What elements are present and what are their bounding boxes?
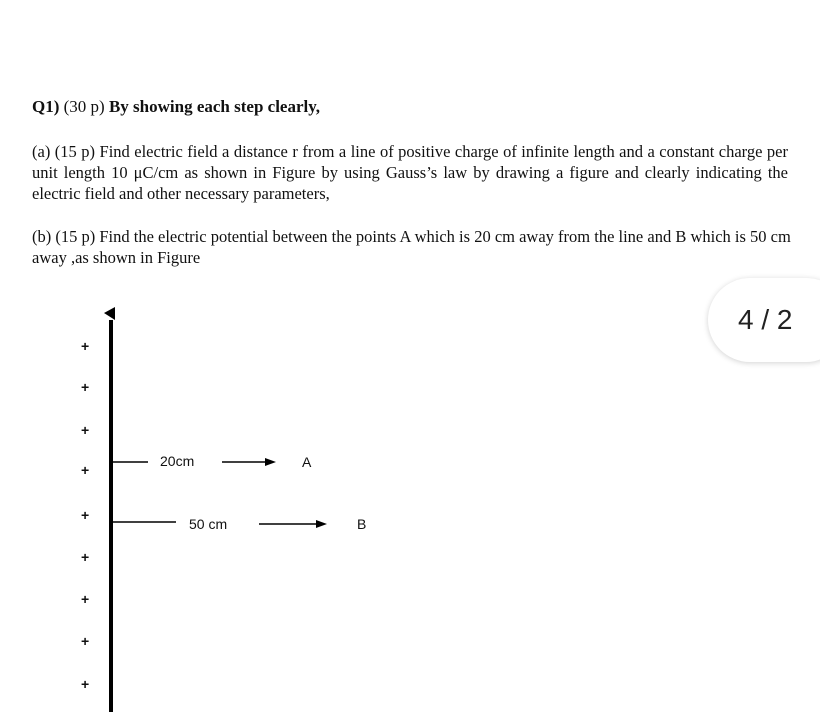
arrowhead-a — [265, 458, 276, 466]
plus-sign-3: + — [81, 422, 90, 438]
question-instruction: By showing each step clearly, — [108, 97, 321, 116]
page-indicator-badge: 4 / 2 — [708, 278, 820, 362]
distance-label-50: 50 cm — [189, 516, 228, 532]
plus-sign-1: + — [81, 338, 90, 354]
charge-line-arrowhead — [104, 307, 115, 320]
plus-sign-6: + — [81, 549, 90, 565]
plus-sign-4: + — [81, 462, 90, 478]
plus-sign-8: + — [81, 633, 90, 649]
question-points: (30 p) — [63, 97, 105, 116]
part-b-text: (b) (15 p) Find the electric potential between the points A which is 20 cm away from the line and B which is 50 cm away ,as shown in Figure — [32, 227, 791, 267]
point-a-label: A — [302, 454, 312, 470]
plus-sign-2: + — [81, 379, 90, 395]
plus-sign-7: + — [81, 591, 90, 607]
part-a-text: (a) (15 p) Find electric field a distance r from a line of positive charge of infinite length and a constant charge per unit length 10 μC/cm as shown in Figure by using Gauss’s law by drawing a figure and clearly indicating the electric field and other necessary parameters, — [32, 142, 788, 203]
plus-sign-5: + — [81, 507, 90, 523]
distance-label-20: 20cm — [160, 453, 195, 469]
plus-sign-9: + — [81, 676, 90, 692]
point-b-label: B — [357, 516, 367, 532]
question-number: Q1) — [32, 97, 60, 116]
arrowhead-b — [316, 520, 327, 528]
